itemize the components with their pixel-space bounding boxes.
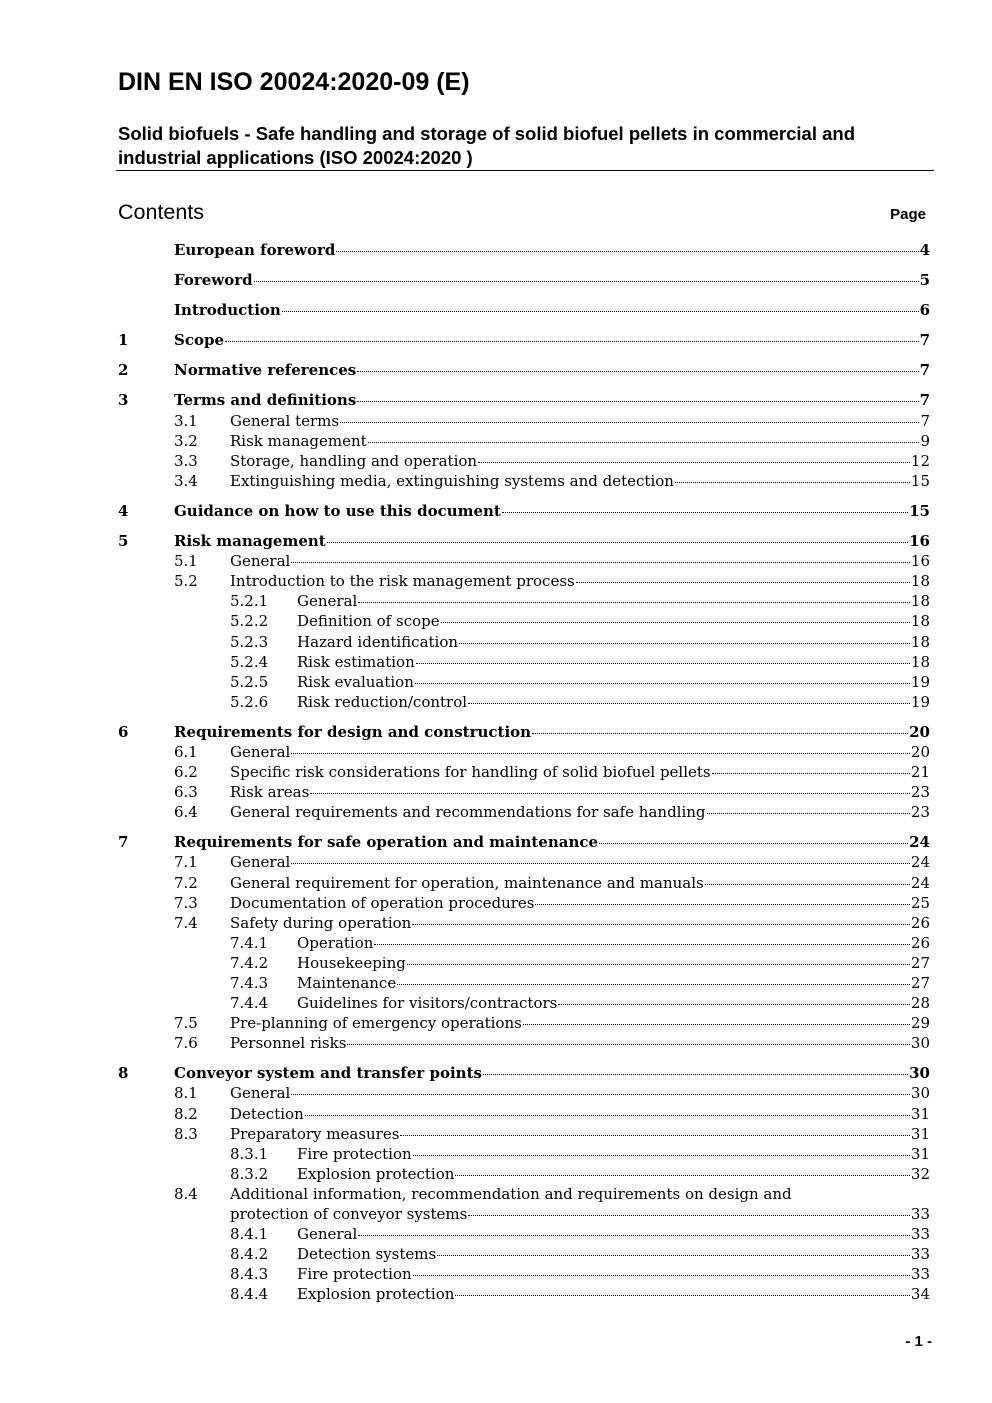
toc-entry-number: 3.4	[174, 471, 198, 490]
toc-entry-title: Storage, handling and operation	[230, 451, 478, 470]
toc-entry-title: Preparatory measures	[230, 1124, 400, 1143]
toc-entry[interactable]	[118, 1105, 930, 1125]
toc-entry-page: 15	[909, 501, 930, 520]
toc-dot-leader	[340, 422, 919, 423]
toc-entry-title: Maintenance	[297, 974, 397, 992]
toc-entry[interactable]	[118, 894, 930, 914]
toc-entry-page: 24	[909, 833, 930, 852]
toc-entry-number: 4	[118, 501, 129, 520]
toc-entry-page: 21	[910, 763, 930, 782]
toc-entry[interactable]	[118, 853, 930, 873]
toc-entry-title: General	[230, 552, 291, 571]
toc-entry-title: Detection	[230, 1104, 304, 1123]
toc-dot-leader	[415, 683, 910, 684]
toc-dot-leader	[532, 733, 908, 734]
toc-dot-leader	[483, 1074, 908, 1075]
toc-dot-leader	[327, 542, 908, 543]
toc-entry-number: 8	[118, 1064, 129, 1083]
toc-entry[interactable]	[118, 1014, 930, 1034]
toc-entry-number: 6.3	[174, 783, 198, 802]
toc-entry-page: 23	[910, 783, 930, 802]
toc-entry-page: 4	[919, 241, 930, 259]
toc-entry-number: 7.2	[174, 873, 198, 892]
toc-entry-title: Risk estimation	[297, 652, 415, 671]
toc-entry-number: 7.5	[174, 1014, 198, 1033]
toc-entry-page: 25	[910, 893, 930, 912]
toc-section-group	[118, 241, 930, 261]
toc-entry-title: Scope	[174, 331, 225, 350]
toc-entry-title: Documentation of operation procedures	[230, 893, 535, 912]
toc-entry-number: 8.4.4	[230, 1285, 269, 1304]
toc-entry-title: Risk areas	[230, 783, 310, 802]
toc-entry-number: 8.2	[174, 1104, 198, 1123]
toc-entry[interactable]	[118, 1245, 930, 1265]
toc-dot-leader	[374, 944, 910, 945]
toc-section-group	[118, 532, 930, 713]
toc-entry-title: Foreword	[174, 271, 253, 290]
toc-entry-title: Operation	[297, 933, 374, 952]
toc-entry-title: Fire protection	[297, 1144, 412, 1163]
toc-entry[interactable]	[118, 994, 930, 1014]
toc-entry-number: 5.2.2	[230, 612, 269, 631]
toc-dot-leader	[413, 1155, 910, 1156]
toc-entry-number: 5.1	[174, 552, 198, 571]
toc-dot-leader	[254, 281, 919, 282]
toc-entry[interactable]	[118, 1145, 930, 1165]
toc-entry-number: 5.2.6	[230, 692, 269, 711]
toc-entry[interactable]	[118, 552, 930, 572]
toc-entry-title: Guidelines for visitors/contractors	[297, 994, 558, 1013]
toc-entry[interactable]	[118, 1125, 930, 1145]
toc-section-group	[118, 271, 930, 291]
toc-entry[interactable]	[118, 502, 930, 522]
toc-entry-page: 20	[909, 722, 930, 741]
toc-dot-leader	[712, 773, 910, 774]
toc-entry-number: 7.4.1	[230, 933, 269, 952]
toc-entry-title: General	[230, 742, 291, 761]
toc-entry-page: 24	[910, 873, 930, 892]
toc-dot-leader	[291, 753, 910, 754]
toc-entry-page: 30	[910, 1084, 930, 1103]
toc-entry-title: Fire protection	[297, 1265, 412, 1284]
toc-entry-title: Risk management	[174, 532, 326, 551]
toc-entry-number: 7	[118, 833, 129, 852]
toc-dot-leader	[407, 964, 910, 965]
toc-entry-page: 7	[919, 391, 930, 410]
toc-entry[interactable]	[118, 763, 930, 783]
toc-section-group	[118, 723, 930, 823]
toc-entry[interactable]	[118, 572, 930, 592]
toc-dot-leader	[576, 582, 910, 583]
toc-dot-leader	[358, 602, 910, 603]
toc-entry-number: 3.3	[174, 451, 198, 470]
toc-entry-page: 20	[910, 742, 930, 761]
page-column-heading: Page	[890, 206, 926, 223]
toc-dot-leader	[305, 1115, 910, 1116]
toc-entry-title: Risk evaluation	[297, 672, 414, 691]
toc-entry-title: Housekeeping	[297, 953, 406, 972]
toc-entry-page: 6	[919, 301, 930, 320]
toc-dot-leader	[357, 401, 918, 402]
toc-entry-number: 3.1	[174, 411, 198, 430]
toc-entry-title: Guidance on how to use this document	[174, 501, 501, 520]
toc-dot-leader	[282, 311, 919, 312]
toc-entry-number: 8.4.3	[230, 1265, 269, 1284]
toc-entry-number: 7.4	[174, 913, 198, 932]
toc-entry-page: 33	[910, 1245, 930, 1264]
toc-entry-title: Detection systems	[297, 1245, 437, 1264]
toc-entry-number: 3	[118, 391, 129, 410]
toc-dot-leader	[675, 482, 910, 483]
toc-entry-page: 33	[910, 1225, 930, 1244]
toc-entry-number: 1	[118, 331, 129, 350]
toc-dot-leader	[599, 843, 908, 844]
toc-entry[interactable]	[118, 532, 930, 552]
toc-entry-page: 18	[910, 612, 930, 631]
toc-entry-page: 34	[910, 1285, 930, 1304]
toc-entry-title: Pre-planning of emergency operations	[230, 1014, 522, 1033]
toc-entry-number: 6	[118, 722, 129, 741]
toc-entry-title: Extinguishing media, extinguishing systems and detection	[230, 471, 674, 490]
toc-entry-number: 7.4.2	[230, 953, 269, 972]
toc-entry-page: 18	[910, 652, 930, 671]
toc-dot-leader	[437, 1255, 910, 1256]
toc-entry-title: General requirement for operation, maintenance and manuals	[230, 873, 704, 892]
toc-entry[interactable]	[118, 472, 930, 492]
toc-entry-number: 8.3.2	[230, 1164, 269, 1183]
toc-entry-title: Risk reduction/control	[297, 692, 468, 711]
toc-dot-leader	[413, 1275, 910, 1276]
toc-dot-leader	[397, 984, 910, 985]
toc-dot-leader	[478, 462, 910, 463]
toc-entry-title: protection of conveyor systems	[230, 1205, 468, 1224]
toc-entry-number: 6.1	[174, 742, 198, 761]
toc-section-group	[118, 391, 930, 491]
toc-entry[interactable]	[118, 301, 930, 321]
toc-entry-number: 7.1	[174, 853, 198, 872]
toc-entry-page: 7	[919, 331, 930, 350]
toc-entry-page: 30	[909, 1064, 930, 1083]
toc-entry[interactable]	[118, 612, 930, 632]
toc-dot-leader	[291, 562, 910, 563]
toc-entry-page: 19	[910, 672, 930, 691]
toc-entry-title: Risk management	[230, 431, 367, 450]
toc-entry[interactable]	[118, 673, 930, 693]
toc-entry-number: 2	[118, 361, 129, 380]
toc-entry-number: 7.4.3	[230, 974, 269, 992]
toc-entry[interactable]	[118, 1205, 930, 1225]
toc-dot-leader	[502, 512, 908, 513]
toc-entry-number: 8.3	[174, 1124, 198, 1143]
toc-entry-title: General	[297, 592, 358, 611]
toc-entry-number: 5.2.3	[230, 632, 269, 651]
toc-entry-page: 18	[910, 592, 930, 611]
toc-entry[interactable]	[118, 271, 930, 291]
toc-entry-page: 5	[919, 271, 930, 290]
toc-entry[interactable]	[118, 914, 930, 934]
toc-entry[interactable]	[118, 1064, 930, 1084]
toc-entry[interactable]	[118, 633, 930, 653]
toc-entry[interactable]	[118, 833, 930, 853]
toc-entry-title: Safety during operation	[230, 913, 412, 932]
toc-entry-title: Explosion protection	[297, 1285, 455, 1304]
toc-entry-number: 8.1	[174, 1084, 198, 1103]
toc-dot-leader	[400, 1135, 909, 1136]
toc-entry-title: General terms	[230, 411, 340, 430]
document-subtitle: Solid biofuels - Safe handling and storage of solid biofuel pellets in commercial and industrial applications (ISO 20024:2020 )	[118, 123, 856, 168]
toc-entry-number: 5.2.4	[230, 652, 269, 671]
toc-dot-leader	[225, 341, 919, 342]
toc-entry-title: Additional information, recommendation and requirements on design and	[230, 1184, 792, 1203]
toc-section-group	[118, 301, 930, 321]
toc-entry-title: Introduction to the risk management process	[230, 572, 575, 591]
toc-entry-number: 7.4.4	[230, 994, 269, 1013]
toc-dot-leader	[357, 371, 918, 372]
toc-entry[interactable]	[118, 361, 930, 381]
toc-entry-title: General	[297, 1225, 358, 1244]
toc-dot-leader	[523, 1024, 910, 1025]
toc-entry-page: 23	[910, 803, 930, 822]
toc-entry-title: Specific risk considerations for handling of solid biofuel pellets	[230, 763, 711, 782]
toc-dot-leader	[347, 1044, 909, 1045]
toc-dot-leader	[310, 793, 910, 794]
toc-dot-leader	[358, 1235, 910, 1236]
toc-entry-page: 26	[910, 913, 930, 932]
toc-entry[interactable]	[118, 592, 930, 612]
toc-dot-leader	[468, 703, 910, 704]
toc-entry[interactable]	[118, 693, 930, 713]
toc-entry[interactable]	[118, 1185, 930, 1205]
toc-entry-number: 5.2	[174, 572, 198, 591]
toc-entry-title: General	[230, 1084, 291, 1103]
toc-entry-page: 26	[910, 933, 930, 952]
toc-entry-number: 5	[118, 532, 129, 551]
toc-entry-page: 31	[910, 1104, 930, 1123]
toc-entry-page: 19	[910, 692, 930, 711]
toc-dot-leader	[455, 1295, 909, 1296]
toc-entry-page: 18	[910, 572, 930, 591]
toc-entry-number: 5.2.5	[230, 672, 269, 691]
toc-entry[interactable]	[118, 432, 930, 452]
toc-entry-page: 29	[910, 1014, 930, 1033]
toc-entry-page: 31	[910, 1124, 930, 1143]
toc-entry[interactable]	[118, 1034, 930, 1054]
toc-entry-page: 16	[909, 532, 930, 551]
page-number: - 1 -	[905, 1333, 932, 1350]
toc-dot-leader	[705, 884, 910, 885]
table-of-contents	[118, 241, 930, 1306]
toc-entry-page: 32	[910, 1164, 930, 1183]
toc-entry-number: 7.3	[174, 893, 198, 912]
toc-dot-leader	[291, 863, 910, 864]
toc-entry[interactable]	[118, 803, 930, 823]
toc-section-group	[118, 331, 930, 351]
toc-entry-title: Explosion protection	[297, 1164, 455, 1183]
toc-entry[interactable]	[118, 1084, 930, 1104]
toc-entry-page: 31	[910, 1144, 930, 1163]
toc-entry[interactable]	[118, 954, 930, 974]
toc-entry-page: 27	[910, 953, 930, 972]
toc-entry-title: General	[230, 853, 291, 872]
toc-entry-page: 18	[910, 632, 930, 651]
toc-entry-title: General requirements and recommendations for safe handling	[230, 803, 706, 822]
toc-dot-leader	[291, 1094, 910, 1095]
toc-entry-number: 8.3.1	[230, 1144, 269, 1163]
toc-entry-title: European foreword	[174, 241, 336, 259]
toc-entry[interactable]	[118, 331, 930, 351]
toc-entry-page: 9	[920, 431, 930, 450]
toc-section-group	[118, 833, 930, 1054]
toc-entry-page: 27	[910, 974, 930, 992]
toc-section-group	[118, 1064, 930, 1305]
toc-entry-number: 8.4	[174, 1184, 198, 1203]
toc-dot-leader	[336, 251, 918, 252]
toc-entry-title: Hazard identification	[297, 632, 459, 651]
toc-entry[interactable]	[118, 1285, 930, 1305]
toc-dot-leader	[416, 663, 910, 664]
toc-entry-number: 3.2	[174, 431, 198, 450]
toc-entry-title: Normative references	[174, 361, 357, 380]
toc-entry[interactable]	[118, 974, 930, 994]
toc-entry-page: 12	[910, 451, 930, 470]
toc-dot-leader	[558, 1004, 910, 1005]
toc-dot-leader	[459, 643, 910, 644]
toc-entry[interactable]	[118, 1165, 930, 1185]
toc-entry-page: 7	[920, 411, 930, 430]
toc-entry-title: Personnel risks	[230, 1034, 347, 1053]
toc-entry-number: 5.2.1	[230, 592, 269, 611]
toc-entry-title: Introduction	[174, 301, 281, 320]
toc-entry-page: 15	[910, 471, 930, 490]
toc-entry[interactable]	[118, 391, 930, 411]
toc-entry[interactable]	[118, 874, 930, 894]
toc-entry[interactable]	[118, 723, 930, 743]
toc-section-group	[118, 361, 930, 381]
toc-entry[interactable]	[118, 653, 930, 673]
toc-entry-title: Terms and definitions	[174, 391, 357, 410]
toc-dot-leader	[412, 924, 910, 925]
header-divider	[116, 170, 934, 171]
toc-entry-page: 24	[910, 853, 930, 872]
toc-dot-leader	[441, 622, 910, 623]
toc-entry-page: 30	[910, 1034, 930, 1053]
toc-section-group	[118, 502, 930, 522]
toc-entry-page: 16	[910, 552, 930, 571]
document-title: DIN EN ISO 20024:2020-09 (E)	[118, 68, 470, 96]
toc-entry-page: 7	[919, 361, 930, 380]
toc-dot-leader	[455, 1175, 909, 1176]
toc-entry[interactable]	[118, 412, 930, 432]
toc-entry-title: Definition of scope	[297, 612, 440, 631]
toc-entry[interactable]	[118, 783, 930, 803]
toc-entry-page: 33	[910, 1265, 930, 1284]
toc-entry[interactable]	[118, 1265, 930, 1285]
toc-dot-leader	[707, 813, 910, 814]
toc-entry-number: 6.4	[174, 803, 198, 822]
toc-dot-leader	[368, 442, 920, 443]
toc-entry-title: Requirements for safe operation and maintenance	[174, 833, 599, 852]
toc-entry-page: 33	[910, 1205, 930, 1224]
toc-entry[interactable]	[118, 241, 930, 261]
toc-entry-number: 6.2	[174, 763, 198, 782]
toc-dot-leader	[468, 1215, 910, 1216]
toc-entry[interactable]	[118, 1225, 930, 1245]
toc-dot-leader	[535, 904, 909, 905]
toc-entry[interactable]	[118, 934, 930, 954]
toc-entry-number: 7.6	[174, 1034, 198, 1053]
toc-entry-number: 8.4.1	[230, 1225, 269, 1244]
toc-entry[interactable]	[118, 452, 930, 472]
contents-heading: Contents	[118, 200, 205, 224]
toc-entry-title: Conveyor system and transfer points	[174, 1064, 482, 1083]
toc-entry-title: Requirements for design and construction	[174, 722, 532, 741]
toc-entry-number: 8.4.2	[230, 1245, 269, 1264]
toc-entry-page: 28	[910, 994, 930, 1013]
toc-entry[interactable]	[118, 743, 930, 763]
